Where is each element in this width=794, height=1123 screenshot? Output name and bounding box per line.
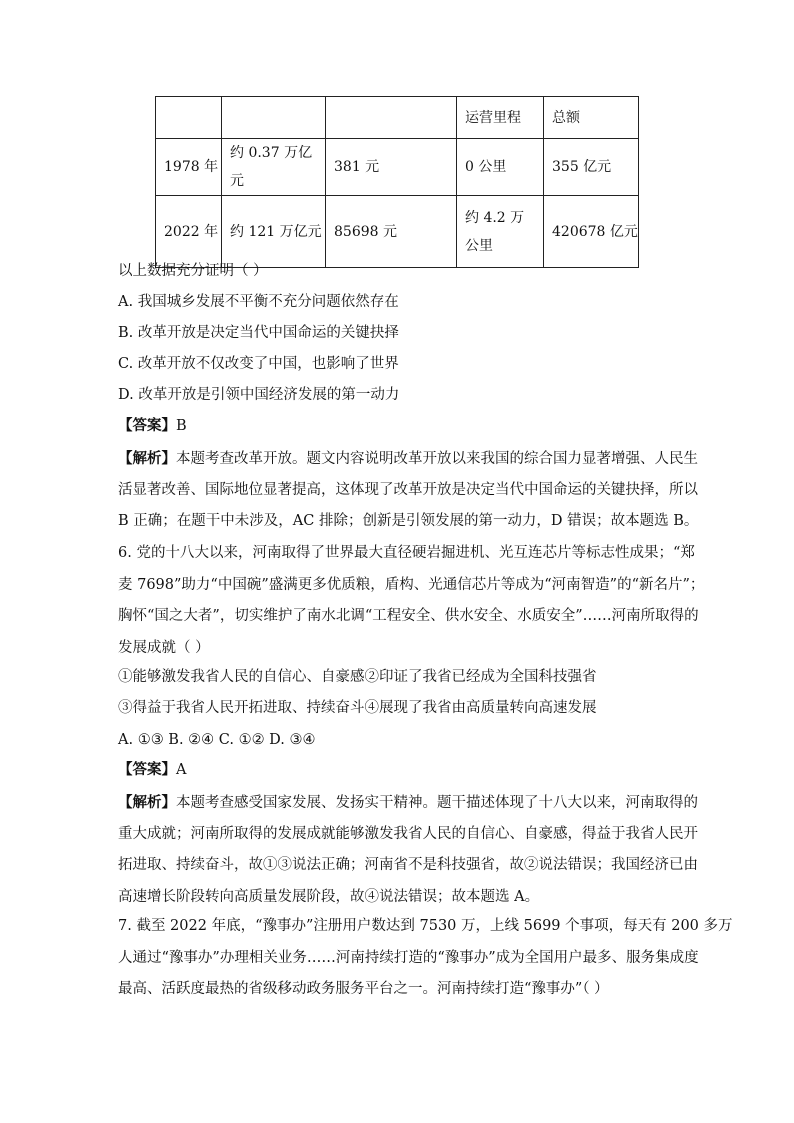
table-cell: 2022 年 bbox=[156, 196, 222, 268]
table-cell: 约 0.37 万亿元 bbox=[222, 139, 326, 196]
analysis-line: 本题考查感受国家发展、发扬实干精神。题干描述体现了十八大以来，河南取得的 bbox=[176, 795, 698, 811]
q6-stem-line: 麦 7698”助力“中国碗”盛满更多优质粮，盾构、光通信芯片等成为“河南智造”的“新名片”； bbox=[118, 576, 705, 593]
analysis-line: 拓进取、持续奋斗，故①③说法正确；河南省不是科技强省，故②说法错误；我国经济已由 bbox=[118, 857, 698, 873]
answer-value: B bbox=[176, 418, 187, 434]
option-b: B. 改革开放是决定当代中国命运的关键抉择 bbox=[118, 325, 399, 341]
answer-label: 【答案】 bbox=[118, 761, 176, 778]
analysis-label: 【解析】 bbox=[118, 794, 176, 811]
table-cell: 约 4.2 万公里 bbox=[457, 196, 544, 268]
table-row bbox=[156, 97, 639, 139]
q6-answer bbox=[118, 756, 678, 784]
q6-stem bbox=[118, 538, 705, 664]
q7-stem-line: 最高、活跃度最热的省级移动政务服务平台之一。河南持续打造“豫事办”（ ） bbox=[118, 981, 609, 997]
option-d: D. 改革开放是引领中国经济发展的第一动力 bbox=[118, 387, 400, 403]
q5-answer bbox=[118, 412, 678, 440]
table-cell: 约 121 万亿元 bbox=[222, 196, 326, 268]
table-cell: 355 亿元 bbox=[544, 139, 639, 196]
q7-stem-line: 人通过“豫事办”办理相关业务……河南持续打造的“豫事办”成为全国用户最多、服务集成度 bbox=[118, 949, 699, 966]
q5-stem-text: 以上数据充分证明（ ） bbox=[118, 263, 268, 279]
answer-label: 【答案】 bbox=[118, 417, 176, 434]
analysis-line: B 正确；在题干中未涉及，AC 排除；创新是引领发展的第一动力，D 错误；故本题选 B。 bbox=[118, 513, 699, 529]
table-cell: 1978 年 bbox=[156, 139, 222, 196]
table-cell bbox=[326, 97, 457, 139]
option-a: A. 我国城乡发展不平衡不充分问题依然存在 bbox=[118, 294, 399, 310]
table-cell: 0 公里 bbox=[457, 139, 544, 196]
answer-value: A bbox=[176, 762, 187, 778]
data-table bbox=[155, 96, 639, 268]
option-c: C. 改革开放不仅改变了中国，也影响了世界 bbox=[118, 356, 399, 372]
analysis-line: 本题考查改革开放。题文内容说明改革开放以来我国的综合国力显著增强、人民生 bbox=[176, 451, 698, 467]
q7-stem-line: 7. 截至 2022 年底，“豫事办”注册用户数达到 7530 万，上线 5699 个事项，每天有 200 多万 bbox=[118, 918, 733, 934]
analysis-label: 【解析】 bbox=[118, 450, 176, 467]
table-row bbox=[156, 139, 639, 196]
q5-options bbox=[118, 287, 678, 411]
table-cell: 85698 元 bbox=[326, 196, 457, 268]
q5-analysis bbox=[118, 443, 699, 538]
analysis-line: 活显著改善、国际地位显著提高，这体现了改革开放是决定当代中国命运的关键抉择，所以 bbox=[118, 481, 698, 498]
statement-line: ①能够激发我省人民的自信心、自豪感②印证了我省已经成为全国科技强省 bbox=[118, 669, 597, 685]
q6-options-line: A. ①③ B. ②④ C. ①② D. ③④ bbox=[118, 732, 316, 748]
analysis-line: 重大成就；河南所取得的发展成就能够激发我省人民的自信心、自豪感，得益于我省人民开 bbox=[118, 825, 698, 842]
table-cell bbox=[222, 97, 326, 139]
q6-statements bbox=[118, 662, 678, 724]
q7-stem bbox=[118, 911, 733, 1006]
q6-analysis bbox=[118, 787, 698, 913]
table-cell: 运营里程 bbox=[457, 97, 544, 139]
table-cell: 总额 bbox=[544, 97, 639, 139]
table-cell bbox=[156, 97, 222, 139]
q5-stem bbox=[118, 257, 678, 285]
q6-options bbox=[118, 726, 678, 754]
analysis-line: 高速增长阶段转向高质量发展阶段，故④说法错误；故本题选 A。 bbox=[118, 888, 540, 905]
q6-stem-line: 6. 党的十八大以来，河南取得了世界最大直径硬岩掘进机、光互连芯片等标志性成果；“郑 bbox=[118, 545, 695, 561]
table-cell: 420678 亿元 bbox=[544, 196, 639, 268]
q6-stem-line: 发展成就（ ） bbox=[118, 639, 210, 656]
statement-line: ③得益于我省人民开拓进取、持续奋斗④展现了我省由高质量转向高速发展 bbox=[118, 700, 597, 716]
table-cell: 381 元 bbox=[326, 139, 457, 196]
q6-stem-line: 胸怀“国之大者”，切实维护了南水北调“工程安全、供水安全、水质安全”……河南所取得的 bbox=[118, 608, 699, 624]
